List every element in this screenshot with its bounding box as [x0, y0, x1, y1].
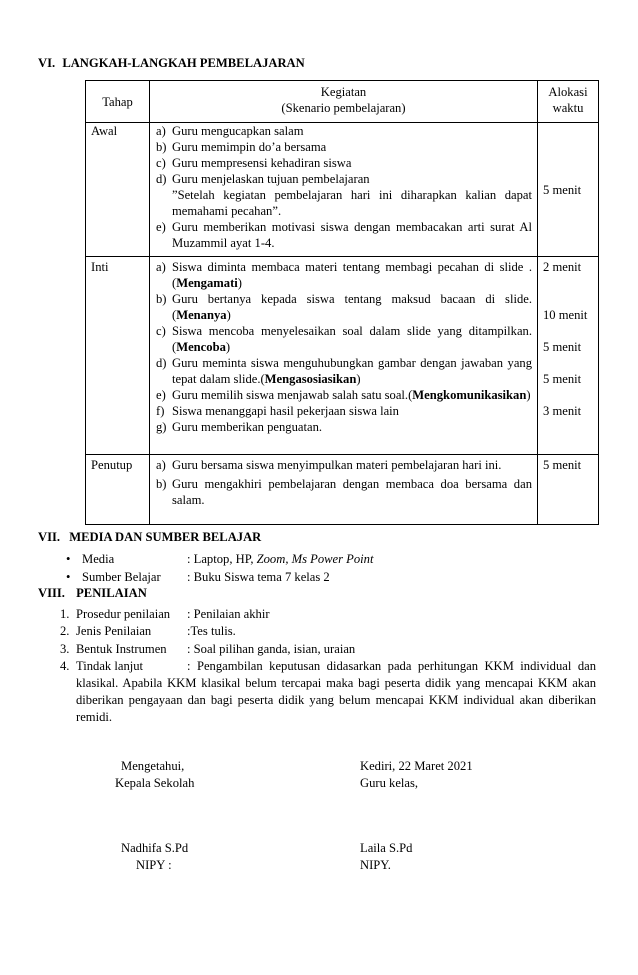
- item-marker: d): [156, 356, 167, 370]
- list-item: [150, 419, 537, 435]
- media-value-text: : Laptop, HP,: [187, 552, 257, 566]
- activity-type: Mencoba: [176, 340, 226, 354]
- tahap-cell: [86, 123, 150, 257]
- item-text: Siswa diminta membaca materi tentang membagi pecahan di slide . (: [172, 260, 532, 290]
- item-number: 1.: [60, 607, 70, 621]
- list-item: [150, 155, 537, 171]
- section-title: LANGKAH-LANGKAH PEMBELAJARAN: [62, 56, 305, 70]
- sign-left-line1: Mengetahui,: [121, 759, 185, 773]
- list-item: [150, 291, 537, 323]
- item-number: 3.: [60, 642, 70, 656]
- list-item: [150, 403, 537, 419]
- header-kegiatan-text: Kegiatan: [320, 85, 367, 99]
- item-text: Guru memberikan motivasi siswa dengan membacakan arti surat Al Muzammil ayat 1-4.: [172, 220, 532, 250]
- section-number: VIII.: [38, 586, 65, 600]
- header-kegiatan-subtext: (Skenario pembelajaran): [281, 101, 406, 115]
- header-alokasi-text: Alokasi: [548, 85, 588, 99]
- item-label: Prosedur penilaian: [76, 607, 171, 621]
- bullet-icon: •: [66, 552, 71, 566]
- item-text-end: ): [237, 276, 242, 290]
- kegiatan-cell: [150, 455, 538, 525]
- tahap-label: Penutup: [91, 458, 133, 472]
- alokasi-value: 5 menit: [543, 340, 582, 354]
- section-title: MEDIA DAN SUMBER BELAJAR: [69, 530, 262, 544]
- kegiatan-cell: [150, 257, 538, 455]
- alokasi-cell: [538, 455, 599, 525]
- item-text: Siswa mencoba menyelesaikan soal dalam slide yang ditampilkan.(: [172, 324, 532, 354]
- kegiatan-cell: [150, 123, 538, 257]
- item-text: Guru mengucapkan salam: [172, 124, 304, 138]
- alokasi-value: 10 menit: [543, 308, 588, 322]
- activity-type: Mengkomunikasikan: [412, 388, 527, 402]
- item-text-end: ): [226, 308, 231, 322]
- section-number: VI.: [38, 56, 56, 70]
- header-kegiatan: [150, 81, 538, 123]
- sign-left-nipy: NIPY :: [136, 858, 172, 872]
- list-item: [150, 387, 537, 403]
- item-marker: b): [156, 292, 167, 306]
- alokasi-cell: [538, 257, 599, 455]
- item-text: Guru menjelaskan tujuan pembelajaran: [172, 172, 370, 186]
- item-marker: a): [156, 260, 166, 274]
- table-row: [86, 123, 599, 257]
- alokasi-value: 2 menit: [543, 260, 582, 274]
- sign-left-name: Nadhifa S.Pd: [121, 841, 189, 855]
- item-text-end: ): [356, 372, 361, 386]
- list-item: [150, 139, 537, 155]
- tahap-cell: [86, 257, 150, 455]
- item-label: Bentuk Instrumen: [76, 642, 167, 656]
- section-title: PENILAIAN: [76, 586, 147, 600]
- item-text: Guru mempresensi kehadiran siswa: [172, 156, 352, 170]
- section-8-heading: [38, 586, 147, 601]
- item-marker: d): [156, 172, 167, 186]
- item-text: Guru mengakhiri pembelajaran dengan membaca doa bersama dan salam.: [172, 477, 532, 507]
- alokasi-cell: [538, 123, 599, 257]
- item-label: Jenis Penilaian: [76, 624, 152, 638]
- list-item: [150, 457, 537, 473]
- sign-right-line2: Guru kelas,: [360, 776, 419, 790]
- sign-right-name: Laila S.Pd: [360, 841, 413, 855]
- section-7-heading: [38, 530, 261, 545]
- item-text: Guru bertanya kepada siswa tentang maksud bacaan di slide. (: [172, 292, 532, 322]
- list-item: [150, 355, 537, 387]
- item-marker: b): [156, 140, 167, 154]
- table-header-row: [86, 81, 599, 123]
- list-item: [150, 259, 537, 291]
- item-number: 4.: [60, 659, 70, 673]
- media-value-italic: Zoom, Ms Power Point: [256, 552, 374, 566]
- item-text: Siswa menanggapi hasil pekerjaan siswa lain: [172, 404, 399, 418]
- item-marker: e): [156, 220, 166, 234]
- list-item: [150, 323, 537, 355]
- item-marker: a): [156, 124, 166, 138]
- item-marker: c): [156, 156, 166, 170]
- item-text-end: ): [526, 388, 531, 402]
- tindak-lanjut-block: [76, 658, 596, 726]
- sumber-label: Sumber Belajar: [82, 570, 161, 584]
- table-row: [86, 455, 599, 525]
- list-item: [150, 171, 537, 219]
- item-value: : Soal pilihan ganda, isian, uraian: [187, 642, 356, 656]
- header-alokasi: [538, 81, 599, 123]
- item-text: Guru memimpin do’a bersama: [172, 140, 327, 154]
- sign-right-line1: Kediri, 22 Maret 2021: [360, 759, 473, 773]
- alokasi-value: 5 menit: [543, 182, 582, 197]
- list-item: [150, 219, 537, 251]
- sumber-value: : Buku Siswa tema 7 kelas 2: [187, 570, 330, 584]
- sign-left-line2: Kepala Sekolah: [115, 776, 195, 790]
- item-marker: a): [156, 458, 166, 472]
- bullet-icon: •: [66, 570, 71, 584]
- section-number: VII.: [38, 530, 61, 544]
- tahap-label: Inti: [91, 260, 109, 274]
- item-value: : Penilaian akhir: [187, 607, 270, 621]
- media-label: Media: [82, 552, 115, 566]
- alokasi-value: 5 menit: [543, 458, 582, 472]
- item-marker: e): [156, 388, 166, 402]
- header-alokasi-subtext: waktu: [552, 101, 584, 115]
- item-marker: f): [156, 404, 165, 418]
- sign-right-nipy: NIPY.: [360, 858, 391, 872]
- lesson-steps-table: [85, 80, 599, 525]
- header-tahap-text: Tahap: [102, 94, 133, 109]
- alokasi-value: 3 menit: [543, 404, 582, 418]
- item-label: Tindak lanjut: [76, 659, 144, 673]
- item-text: Guru bersama siswa menyimpulkan materi pembelajaran hari ini.: [172, 458, 502, 472]
- item-marker: g): [156, 420, 167, 434]
- item-text: Guru meminta siswa menguhubungkan gambar dengan jawaban yang tepat dalam slide.(: [172, 356, 532, 386]
- media-value: [187, 551, 373, 567]
- list-item: [150, 123, 537, 139]
- item-number: 2.: [60, 624, 70, 638]
- objective-quote: ”Setelah kegiatan pembelajaran hari ini diharapkan kalian dapat memahami pecahan”.: [172, 188, 532, 218]
- activity-type: Mengasosiasikan: [264, 372, 357, 386]
- header-tahap: [86, 81, 150, 123]
- tahap-cell: [86, 455, 150, 525]
- list-item: [150, 476, 537, 508]
- item-value: : Pengambilan keputusan didasarkan pada perhitungan KKM individual dan klasikal. Apabila KKM klasikal belum tercapai maka bagi peserta didik yang mencapai KKM akan diberikan pengayaan dan bagi peserta didik yang belum mencapai KKM individual akan diberikan remidi.: [76, 659, 596, 724]
- item-text: Guru memberikan penguatan.: [172, 420, 323, 434]
- tahap-label: Awal: [91, 124, 118, 138]
- activity-type: Mengamati: [176, 276, 238, 290]
- item-text-end: ): [225, 340, 231, 354]
- section-6-heading: [38, 56, 305, 71]
- alokasi-value: 5 menit: [543, 372, 582, 386]
- item-value: :Tes tulis.: [187, 624, 236, 638]
- activity-type: Menanya: [176, 308, 227, 322]
- item-marker: b): [156, 477, 167, 491]
- item-text: Guru memilih siswa menjawab salah satu soal.(: [172, 388, 413, 402]
- table-row: [86, 257, 599, 455]
- item-marker: c): [156, 324, 166, 338]
